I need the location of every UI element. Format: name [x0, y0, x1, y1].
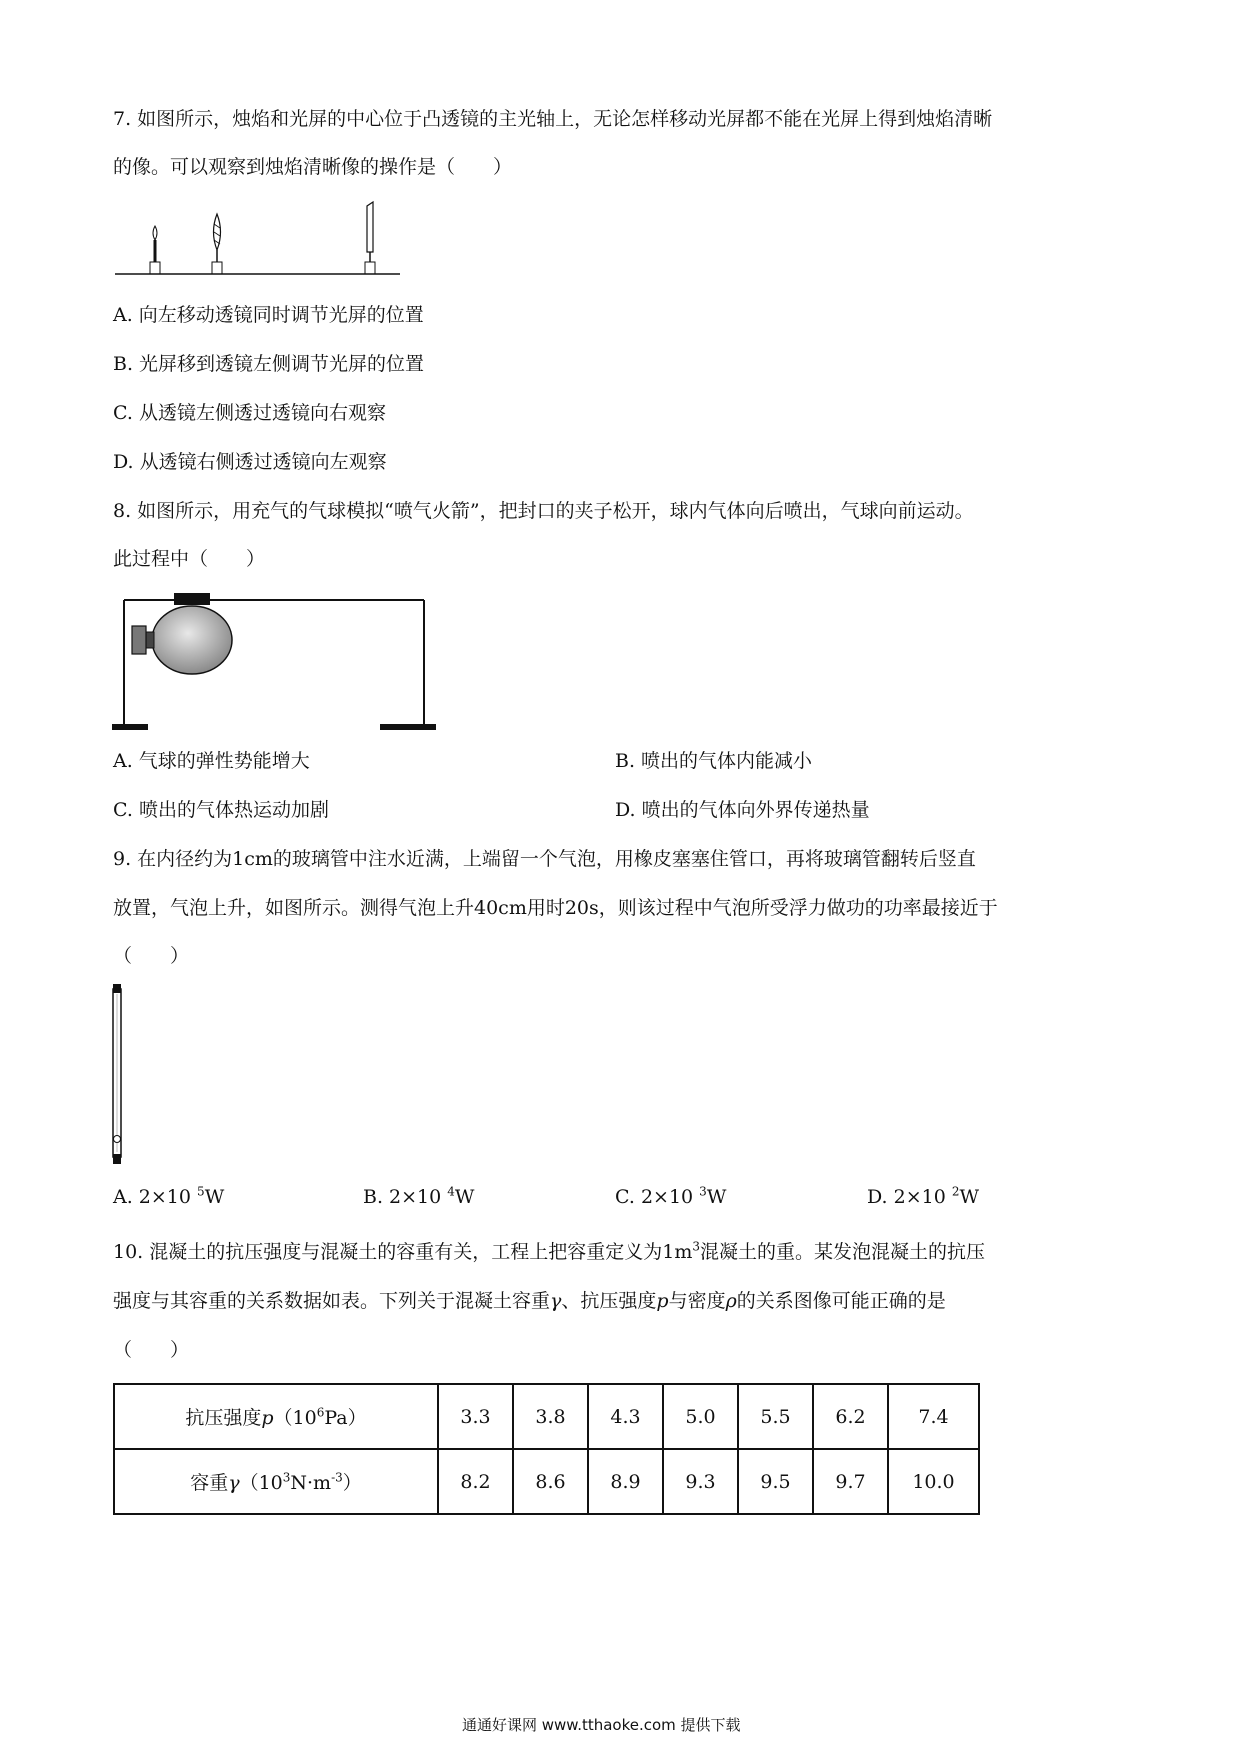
table-cell: 9.7 [813, 1449, 888, 1514]
q8-stem-line2: 此过程中（ ） [113, 548, 266, 570]
q10-line2-a: 强度与其容重的关系数据如表。下列关于混凝土容重 [113, 1290, 551, 1312]
table-cell: 8.6 [513, 1449, 588, 1514]
table-cell: 4.3 [588, 1384, 663, 1449]
table-cell: 9.5 [738, 1449, 813, 1514]
table-row-unit-weight [114, 1449, 979, 1514]
table-cell: 8.9 [588, 1449, 663, 1514]
q8-option-c: C. 喷出的气体热运动加剧 [113, 799, 329, 821]
q9-stem-line3: （ ） [113, 945, 190, 967]
table-row-strength [114, 1384, 979, 1449]
q9-option-c-base: C. 2×10 [615, 1186, 694, 1208]
table-cell: 10.0 [888, 1449, 979, 1514]
q9-stem-line2: 放置，气泡上升，如图所示。测得气泡上升40cm用时20s，则该过程中气泡所受浮力做功的功率最接近于 [113, 897, 998, 919]
q10-gamma-symbol: γ [550, 1290, 562, 1312]
q9-option-c-unit: W [706, 1186, 727, 1208]
q10-stem-line2 [113, 1292, 946, 1311]
q8-option-a: A. 气球的弹性势能增大 [113, 750, 310, 772]
q10-p-symbol: p [656, 1290, 669, 1312]
q10-line2-d: 的关系图像可能正确的是 [736, 1290, 946, 1312]
q9-option-a [113, 1184, 225, 1208]
q9-stem-line1: 9. 在内径约为1cm的玻璃管中注水近满，上端留一个气泡，用橡皮塞塞住管口，再将玻璃管翻转后竖直 [113, 848, 976, 870]
q8-stem-line1: 8. 如图所示，用充气的气球模拟“喷气火箭”，把封口的夹子松开，球内气体向后喷出，气球向前运动。 [113, 500, 974, 522]
q10-line1-sup: 3 [692, 1239, 701, 1254]
row-label-unit-weight: 容重$\gamma(10^3N\cdot m^{-3})$ [114, 1449, 438, 1514]
q7-option-a: A. 向左移动透镜同时调节光屏的位置 [113, 304, 424, 326]
q8-option-b: B. 喷出的气体内能减小 [615, 750, 813, 772]
q10-line1-a: 10. 混凝土的抗压强度与混凝土的容重有关，工程上把容重定义为1m [113, 1241, 693, 1263]
q9-option-b-exponent: 4 [447, 1184, 455, 1199]
q7-optical-bench-figure [110, 200, 410, 280]
q10-rho-symbol: ρ [725, 1290, 737, 1312]
q10-data-table [113, 1383, 980, 1515]
table-cell: 6.2 [813, 1384, 888, 1449]
q7-option-d: D. 从透镜右侧透过透镜向左观察 [113, 451, 387, 473]
q9-option-d [867, 1184, 980, 1208]
q9-option-c [615, 1184, 727, 1208]
page-footer: 通通好课网 www.tthaoke.com 提供下载 [462, 1716, 741, 1734]
q10-line1-b: 混凝土的重。某发泡混凝土的抗压 [700, 1241, 986, 1263]
q9-option-b-unit: W [454, 1186, 475, 1208]
row-label-strength: 抗压强度$p(10^6Pa)$ [114, 1384, 438, 1449]
q9-option-b-base: B. 2×10 [363, 1186, 442, 1208]
q10-stem-line1 [113, 1239, 986, 1263]
q9-option-d-base: D. 2×10 [867, 1186, 946, 1208]
q7-option-c: C. 从透镜左侧透过透镜向右观察 [113, 402, 386, 424]
table-cell: 3.8 [513, 1384, 588, 1449]
q8-option-d: D. 喷出的气体向外界传递热量 [615, 799, 870, 821]
q10-line2-c: 与密度 [668, 1290, 726, 1312]
q10-stem-line3: （ ） [113, 1339, 190, 1361]
table-cell: 9.3 [663, 1449, 738, 1514]
table-cell: 7.4 [888, 1384, 979, 1449]
q9-option-a-unit: W [204, 1186, 225, 1208]
q9-option-a-base: A. 2×10 [113, 1186, 191, 1208]
q10-line2-b: 、抗压强度 [561, 1290, 657, 1312]
q9-glass-tube-figure [108, 982, 132, 1172]
q7-option-b: B. 光屏移到透镜左侧调节光屏的位置 [113, 353, 425, 375]
table-cell: 5.0 [663, 1384, 738, 1449]
q9-option-d-unit: W [959, 1186, 980, 1208]
table-cell: 5.5 [738, 1384, 813, 1449]
q7-stem-line1: 7. 如图所示，烛焰和光屏的中心位于凸透镜的主光轴上，无论怎样移动光屏都不能在光屏上得到烛焰清晰 [113, 108, 993, 130]
q9-option-d-exponent: 2 [951, 1184, 960, 1199]
table-cell: 8.2 [438, 1449, 513, 1514]
q9-option-b [363, 1184, 475, 1208]
q9-option-c-exponent: 3 [699, 1184, 707, 1199]
q7-stem-line2: 的像。可以观察到烛焰清晰像的操作是（ ） [113, 156, 513, 178]
q8-balloon-rocket-figure [110, 588, 440, 738]
table-cell: 3.3 [438, 1384, 513, 1449]
q9-option-a-exponent: 5 [197, 1184, 205, 1199]
